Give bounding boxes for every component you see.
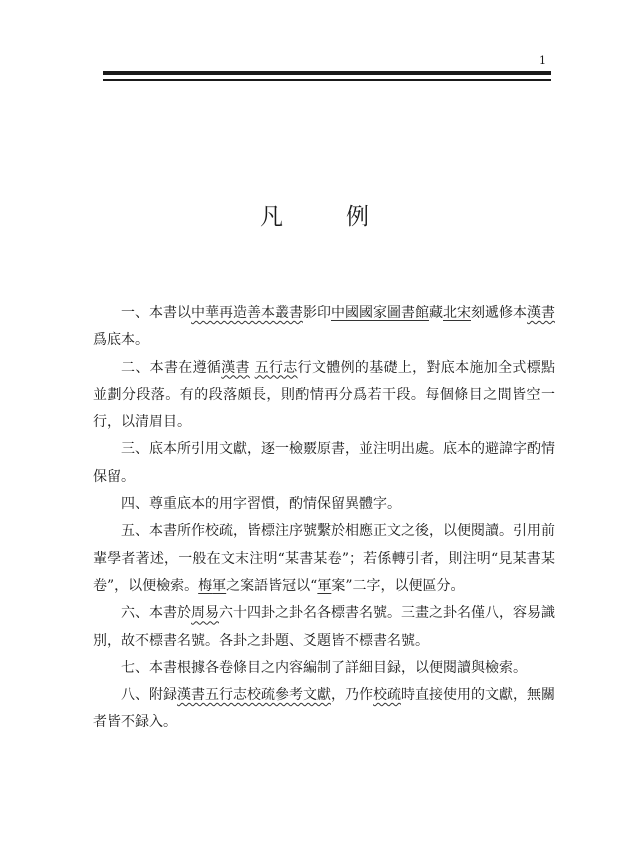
paragraph	[93, 355, 555, 437]
text-run: 八、附録	[121, 687, 177, 704]
body-text	[93, 300, 555, 737]
proper-name: 北宋	[443, 305, 471, 321]
paragraph	[93, 300, 555, 355]
proper-name: 五行志	[254, 359, 298, 376]
proper-name: 中華再造善本叢書	[191, 305, 303, 321]
page-title: 凡 例	[260, 204, 389, 230]
proper-name: 梅	[198, 577, 213, 594]
proper-name: 校疏	[373, 687, 401, 704]
paragraph	[93, 682, 555, 737]
text-run: 刻遞修本	[471, 305, 527, 321]
text-run: 影印	[303, 305, 331, 321]
text-run: 五、本書所作校疏，皆標注序號繫於相應正文之後，以便閱讀。引用前輩學者著述，一般在文末注明“某書某卷”；若係轉引者，則注明“見某書某卷”，以便檢索。	[93, 523, 555, 594]
proper-name: 軍	[212, 577, 227, 594]
paragraph	[93, 518, 555, 600]
paragraph	[93, 655, 555, 682]
text-run: 之案語皆冠以“	[226, 577, 318, 594]
proper-name: 漢書	[527, 305, 555, 321]
text-run: 四、尊重底本的用字習慣，酌情保留異體字。	[121, 496, 401, 513]
paragraph	[93, 491, 555, 518]
text-run: 六十四卦之卦名各標書名號。三畫之卦名僅八，容易識別，故不標書名號。各卦之卦題、爻題皆不標書名號。	[93, 605, 555, 649]
header-rule-thick	[103, 71, 551, 75]
text-run: 藏	[429, 305, 443, 321]
text-run: 二、本書在遵循	[121, 359, 222, 376]
text-run: 七、本書根據各卷條目之内容編制了詳細目録，以便閱讀與檢索。	[121, 659, 527, 676]
text-run: 爲底本。	[93, 332, 149, 349]
text-run: 行文體例的基礎上，對底本施加全式標點並劃分段落。有的段落頗長，則酌情再分爲若干段。每個條目之間皆空一行，以清眉目。	[93, 359, 556, 431]
proper-name: 漢書五行志校疏參考文獻	[177, 687, 331, 704]
text-run: 時直接使用的文獻，無關者皆不録入。	[93, 687, 555, 731]
proper-name: 軍	[317, 577, 332, 594]
text-run: 六、本書於	[121, 605, 191, 622]
proper-name: 漢書	[221, 359, 250, 376]
paragraph	[93, 436, 555, 491]
header-rule-thin	[103, 79, 551, 81]
text-run: ，乃作	[331, 687, 373, 704]
text-run: 三、底本所引用文獻，逐一檢覈原書，並注明出處。底本的避諱字酌情保留。	[93, 441, 555, 485]
paragraph	[93, 600, 555, 655]
proper-name: 中國	[331, 305, 359, 321]
proper-name: 周易	[191, 605, 219, 622]
page-number: 1	[539, 54, 546, 67]
text-run: 案”二字，以便區分。	[331, 577, 465, 594]
proper-name: 國家圖書館	[359, 305, 429, 321]
text-run: 一、本書以	[121, 305, 191, 321]
